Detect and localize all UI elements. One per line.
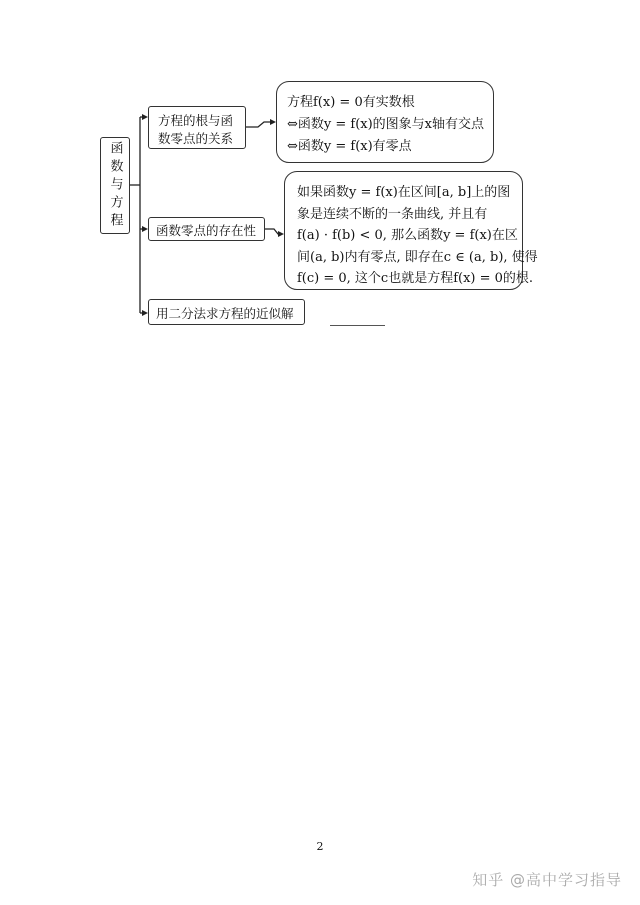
branch-bisection-method bbox=[148, 299, 305, 325]
divider bbox=[330, 325, 385, 326]
branch-root-zero-relation bbox=[148, 106, 246, 149]
detail-line: 如果函数y = f(x)在区间[a, b]上的图 bbox=[297, 185, 511, 200]
detail-line: 间(a, b)内有零点, 即存在c ∈ (a, b), 使得 bbox=[297, 249, 538, 265]
root-label: 函数与方程 bbox=[107, 140, 123, 231]
detail-line: ⇔函数y = f(x)的图象与x轴有交点 bbox=[287, 117, 485, 132]
detail-line: f(c) = 0, 这个c也就是方程f(x) = 0的根. bbox=[297, 271, 534, 286]
branch-label-line: 方程的根与函 bbox=[158, 113, 234, 128]
detail-relation bbox=[276, 81, 494, 163]
detail-line: 象是连续不断的一条曲线, 并且有 bbox=[297, 206, 488, 222]
detail-existence-theorem bbox=[284, 171, 538, 290]
branch-label-line: 数零点的关系 bbox=[158, 131, 234, 146]
branch-zero-existence bbox=[148, 217, 265, 241]
root-node bbox=[100, 137, 130, 234]
detail-line: f(a) · f(b) < 0, 那么函数y = f(x)在区 bbox=[297, 228, 518, 243]
branch-label: 函数零点的存在性 bbox=[156, 223, 257, 238]
detail-line: ⇔函数y = f(x)有零点 bbox=[287, 139, 412, 154]
detail-line: 方程f(x) = 0有实数根 bbox=[287, 95, 415, 110]
page-number: 2 bbox=[316, 840, 324, 853]
branch-label: 用二分法求方程的近似解 bbox=[156, 306, 294, 321]
watermark: 知乎 @高中学习指导 bbox=[472, 871, 622, 889]
